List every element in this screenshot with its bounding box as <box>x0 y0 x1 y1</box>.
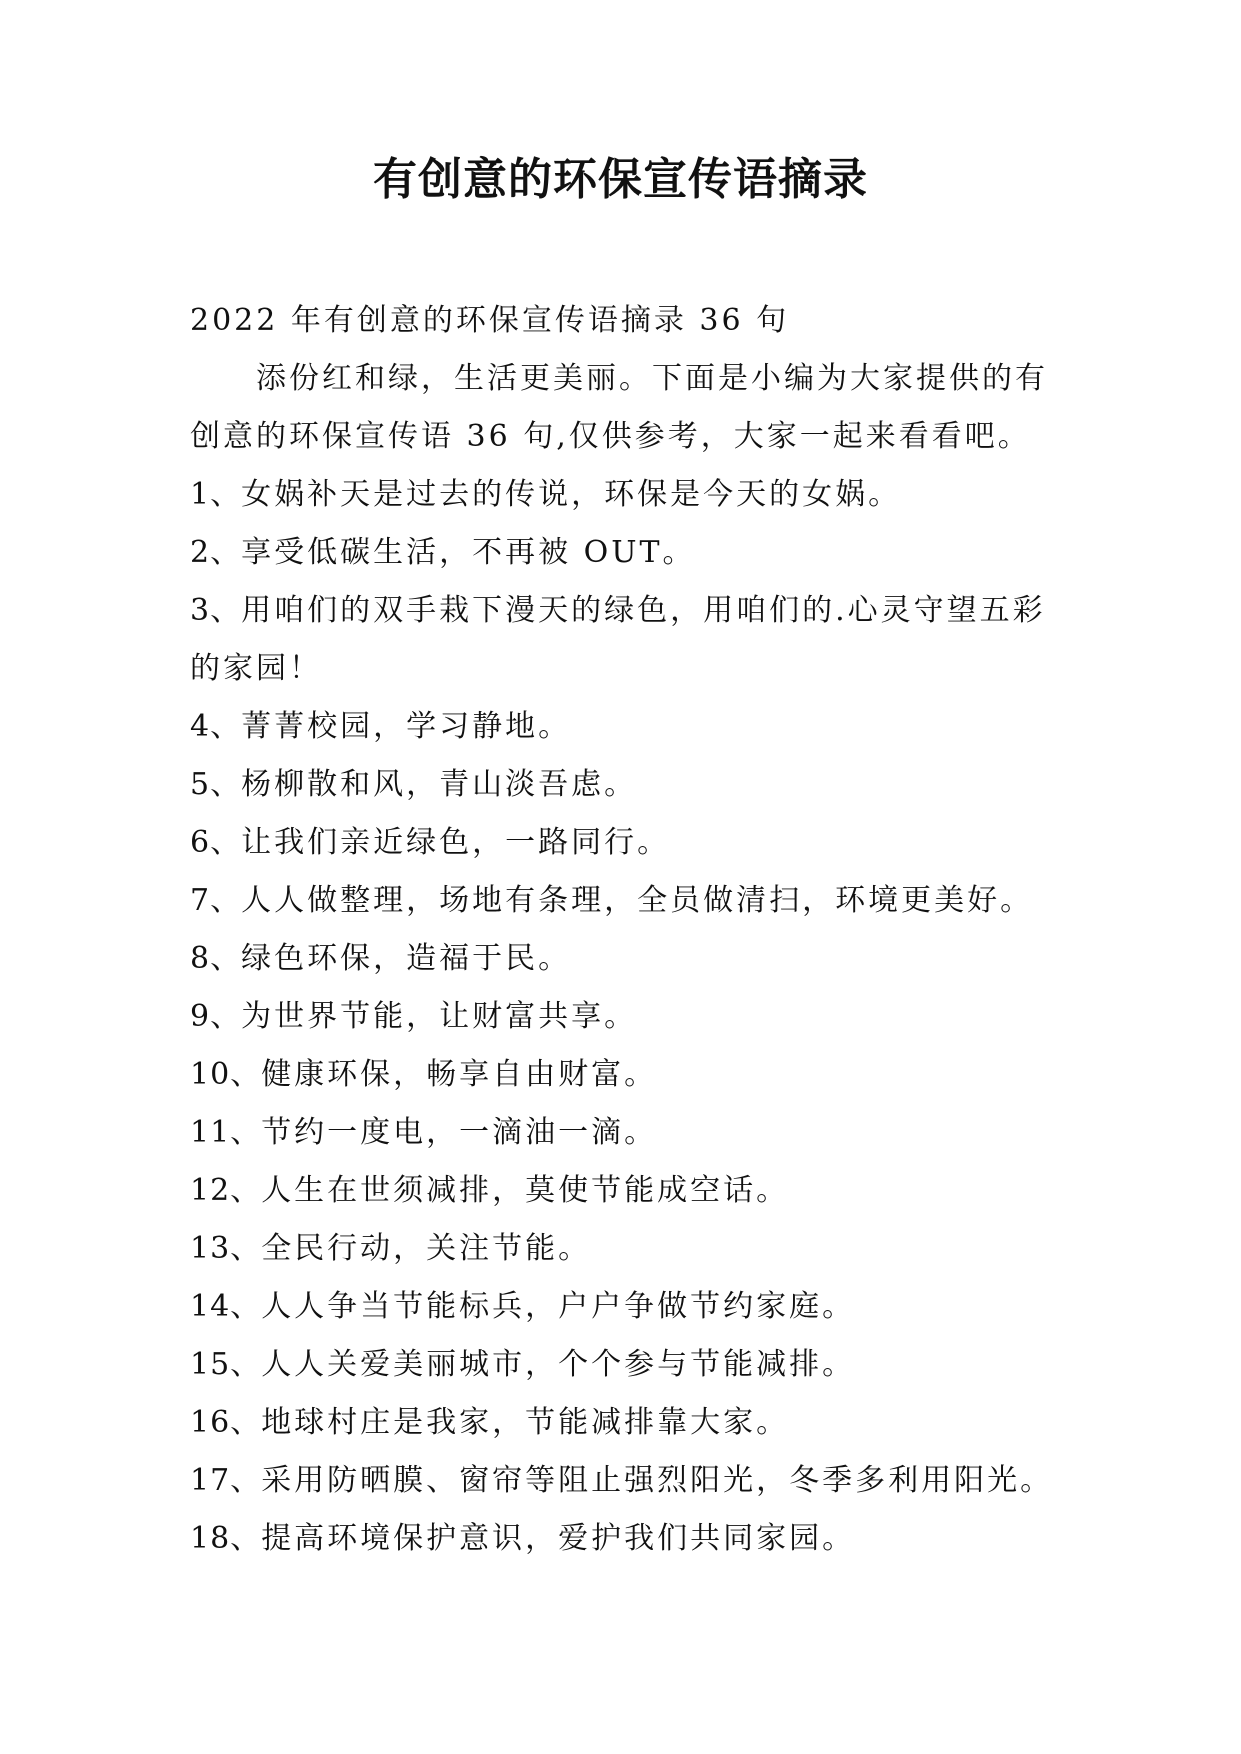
item-text: 绿色环保，造福于民。 <box>241 941 572 976</box>
item-number: 1、 <box>190 477 242 512</box>
item-text: 健康环保，畅享自由财富。 <box>261 1057 658 1092</box>
list-item <box>190 872 1070 930</box>
item-text: 让我们亲近绿色，一路同行。 <box>241 825 671 860</box>
item-number: 2、 <box>190 535 242 570</box>
document-subtitle: 2022 年有创意的环保宣传语摘录 36 句 <box>190 303 790 338</box>
list-item <box>190 1394 1070 1452</box>
item-number: 10、 <box>190 1057 262 1092</box>
item-number: 14、 <box>190 1289 262 1324</box>
item-text: 人生在世须减排，莫使节能成空话。 <box>261 1173 790 1208</box>
list-item <box>190 582 1070 698</box>
item-number: 15、 <box>190 1347 262 1382</box>
list-item <box>190 1046 1070 1104</box>
item-text: 杨柳散和风，青山淡吾虑。 <box>241 767 638 802</box>
list-item <box>190 1336 1070 1394</box>
item-number: 12、 <box>190 1173 262 1208</box>
item-number: 6、 <box>190 825 242 860</box>
item-text: 全民行动，关注节能。 <box>261 1231 592 1266</box>
list-item <box>190 988 1070 1046</box>
item-number: 13、 <box>190 1231 262 1266</box>
list-item <box>190 1452 1070 1510</box>
item-text: 为世界节能，让财富共享。 <box>241 999 638 1034</box>
list-item <box>190 466 1070 524</box>
item-number: 11、 <box>190 1115 262 1150</box>
document-title: 有创意的环保宣传语摘录 <box>373 154 868 205</box>
item-text: 提高环境保护意识，爱护我们共同家园。 <box>261 1521 856 1556</box>
item-number: 16、 <box>190 1405 262 1440</box>
item-number: 9、 <box>190 999 242 1034</box>
item-text: 人人争当节能标兵，户户争做节约家庭。 <box>261 1289 856 1324</box>
item-text: 享受低碳生活，不再被 OUT。 <box>241 535 696 570</box>
item-text: 地球村庄是我家，节能减排靠大家。 <box>261 1405 790 1440</box>
item-number: 17、 <box>190 1463 262 1498</box>
item-text: 用咱们的双手栽下漫天的绿色，用咱们的.心灵守望五彩的家园！ <box>190 593 1046 686</box>
item-number: 7、 <box>190 883 242 918</box>
item-number: 8、 <box>190 941 242 976</box>
list-item <box>190 1162 1070 1220</box>
item-number: 5、 <box>190 767 242 802</box>
list-item <box>190 524 1070 582</box>
list-item <box>190 1510 1070 1568</box>
item-text: 采用防晒膜、窗帘等阻止强烈阳光，冬季多利用阳光。 <box>261 1463 1054 1498</box>
document-body <box>190 292 1070 1568</box>
item-number: 3、 <box>190 593 242 628</box>
intro-paragraph: 添份红和绿，生活更美丽。下面是小编为大家提供的有创意的环保宣传语 36 句,仅供参考，大家一起来看看吧。 <box>190 361 1048 454</box>
list-item <box>190 1278 1070 1336</box>
item-text: 节约一度电，一滴油一滴。 <box>261 1115 658 1150</box>
list-item <box>190 814 1070 872</box>
item-text: 女娲补天是过去的传说，环保是今天的女娲。 <box>241 477 902 512</box>
item-number: 4、 <box>190 709 242 744</box>
item-text: 人人关爱美丽城市，个个参与节能减排。 <box>261 1347 856 1382</box>
list-item <box>190 756 1070 814</box>
list-item <box>190 930 1070 988</box>
list-item <box>190 1220 1070 1278</box>
item-text: 人人做整理，场地有条理，全员做清扫，环境更美好。 <box>241 883 1034 918</box>
item-text: 菁菁校园，学习静地。 <box>241 709 572 744</box>
list-item <box>190 698 1070 756</box>
list-item <box>190 1104 1070 1162</box>
item-number: 18、 <box>190 1521 262 1556</box>
